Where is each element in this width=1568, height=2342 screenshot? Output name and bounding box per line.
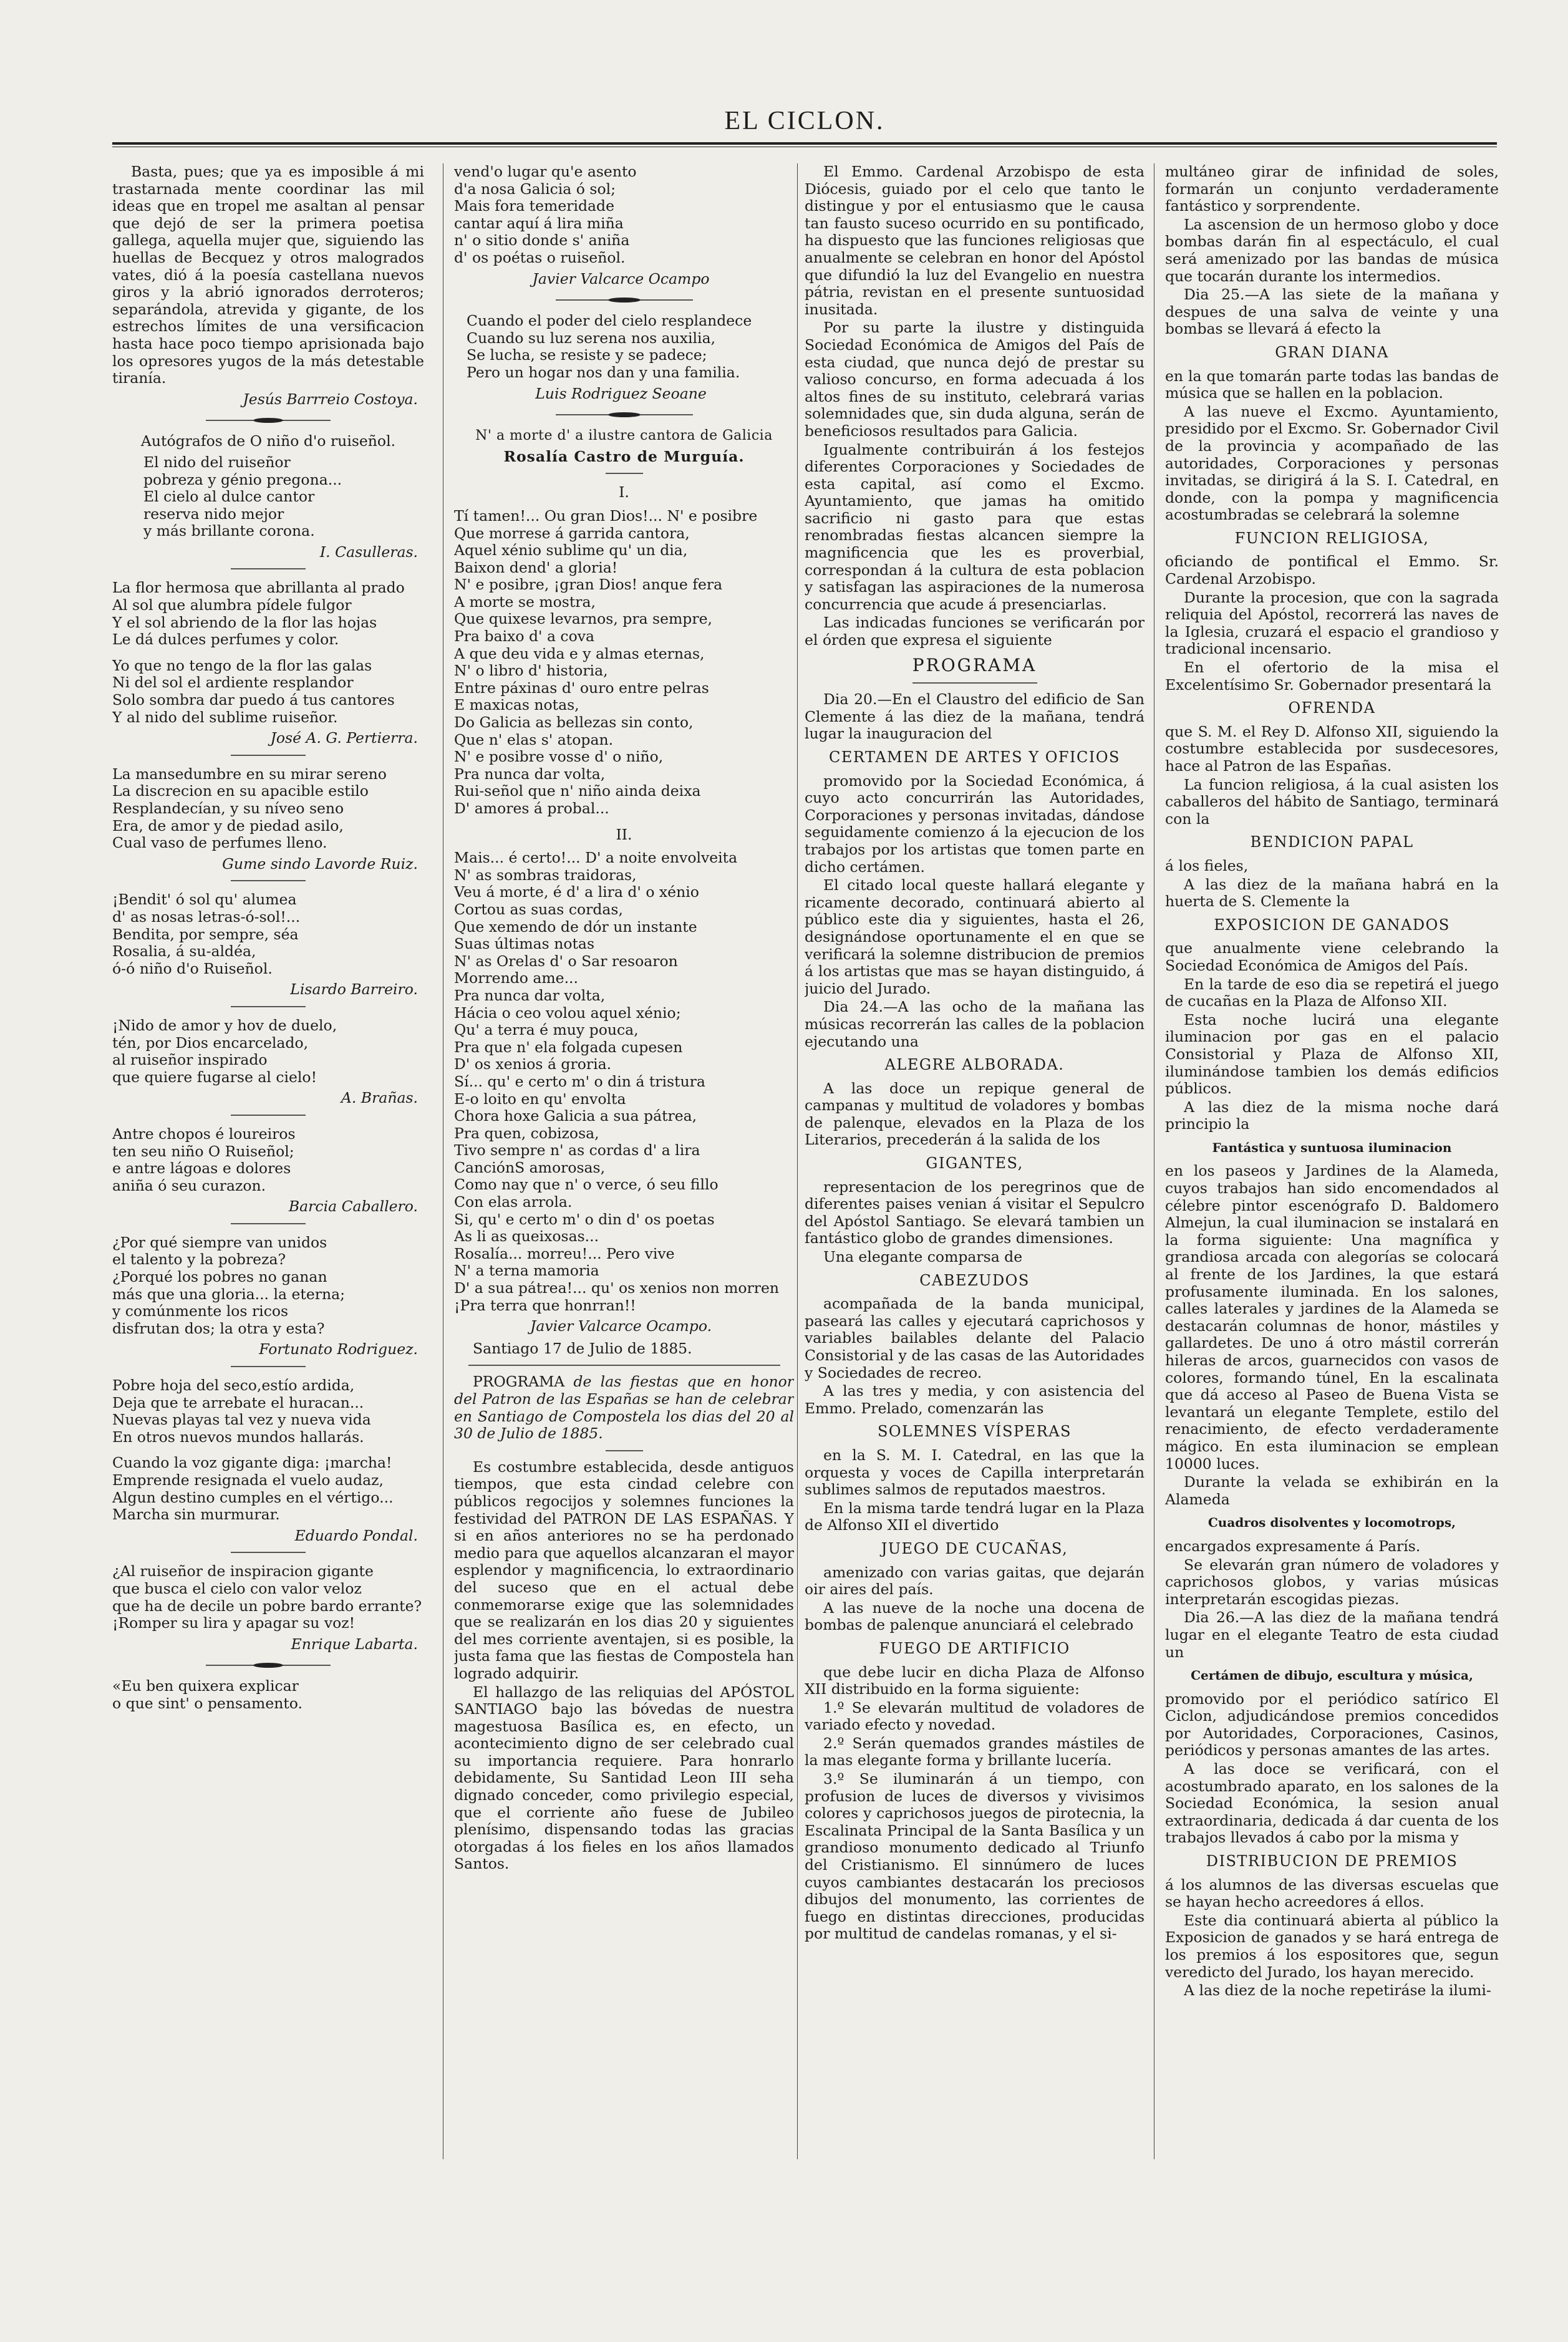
paragraph: Esta noche lucirá una elegante iluminacion por gas en el palacio Consistorial y Plaza de Alfonso XII, iluminándose tambien los demás edificios públicos. — [1165, 1010, 1499, 1098]
paragraph: oficiando de pontifical el Emmo. Sr. Cardenal Arzobispo. — [1165, 553, 1499, 588]
paragraph: Dia 20.—En el Claustro del edificio de San Clemente á las diez de la mañana, tendrá lugar la inauguracion del — [805, 690, 1145, 743]
signature: Eduardo Pondal. — [294, 1526, 418, 1544]
verse: Pobre hoja del seco,estío ardida, Deja que te arrebatе el huracan... Nuevas playas tal vez y nueva vida En otros nuevos mundos hallarás. — [112, 1377, 371, 1446]
signature: Javier Valcarce Ocampo. — [530, 1317, 712, 1335]
section-heading: GIGANTES, — [926, 1154, 1024, 1173]
verse: ¿Al ruiseñor de inspiracion gigante que busca el cielo con valor veloz que ha de decile un pobre bardo errante? ¡Romper su lira y apagar su voz! — [112, 1562, 422, 1632]
verse: ¿Por qué siempre van unidos el talento y la pobreza? ¿Porqué los pobres no ganan más que una gloria... la eterna; y comúnmente los ricos disfrutan dos; la otra y esta? — [112, 1233, 346, 1337]
flourish-divider — [556, 296, 693, 304]
section-heading: SOLEMNES VÍSPERAS — [877, 1423, 1072, 1441]
signature: Fortunato Rodriguez. — [259, 1340, 418, 1358]
column-1 — [112, 163, 424, 2284]
paragraph: A las diez de la misma noche dará principio la — [1165, 1098, 1499, 1133]
signature: Javier Valcarce Ocampo — [532, 269, 710, 288]
section-number: I. — [619, 483, 629, 501]
paragraph: 3.º Se iluminarán á un tiempo, con profusion de luces de diversos y vivisimos colores y caprichosos juegos de pirotecnia, la Escalinata Principal de la Santa Basílica y un grandioso monumento dedicado al Triunfo del Cristianismo. El sinnúmero de luces cuyos cambiantes destacarán los preciosos dibujos del monumento, las corrientes de fuego en distintas direcciones, producidas por multitud de candelas romanas, y el si- — [805, 1770, 1145, 1943]
verse: El nido del ruiseñor pobreza y génio pregona... El cielo al dulce cantor reserva nido mejor y más brillante corona. — [143, 453, 342, 540]
section-heading: DISTRIBUCION DE PREMIOS — [1206, 1852, 1458, 1870]
paragraph: Se elevarán gran número de voladores y caprichosos globos, y varias músicas interpretarán escogidas piezas. — [1165, 1556, 1499, 1608]
verse: Cuando el poder del cielo resplandece Cuando su luz serena nos auxilia, Se lucha, se resiste y se padece; Pero un hogar nos dan y una familia. — [467, 312, 752, 381]
divider — [231, 1365, 306, 1368]
divider — [468, 1363, 780, 1367]
paragraph: A las doce un repique general de campanas y multitud de voladores y bombas de palenque, elevados en la Plaza de los Literarios, precederán á la salida de los — [805, 1079, 1145, 1149]
poem-dedication: N' a morte d' a ilustre cantora de Galicia — [475, 428, 773, 444]
paragraph: Dia 24.—A las ocho de la mañana las músicas recorrerán las calles de la poblacion ejecutando una — [805, 998, 1145, 1050]
paragraph: En el ofertorio de la misa el Excelentísimo Sr. Gobernador presentará la — [1165, 659, 1499, 694]
verse: ¡Nido de amor y hov de duelo, tén, por Dios encarcelado, al ruiseñor inspirado que quiere fugarse al cielo! — [112, 1016, 337, 1086]
verse: Antre chopos é loureiros ten seu niño O Ruiseñol; e antre lágoas e dolores aniña ó seu curazon. — [112, 1125, 296, 1194]
divider — [231, 1005, 306, 1009]
paragraph: A las nueve el Excmo. Ayuntamiento, presidido por el Excmo. Sr. Gobernador Civil de la provincia y acompañado de las autoridades, Corporaciones y personas invitadas, se dirigirá á la S. I. Catedral, en donde, con la pompa y magnificencia acostumbradas se celebrará la solemne — [1165, 402, 1499, 524]
section-heading: GRAN DIANA — [1275, 343, 1389, 361]
paragraph: El citado local queste hallará elegante y ricamente decorado, continuará abierto al público este dia y siguientes, hasta el 26, designándose oportunamente el en que se verificará la solemne distribucion de premios á los artistas que mas se hayan distinguido, á juicio del Jurado. — [805, 876, 1145, 997]
paragraph: Dia 26.—A las diez de la mañana tendrá lugar en el elegante Teatro de esta ciudad un — [1165, 1609, 1499, 1661]
signature: Luis Rodriguez Seoane — [535, 384, 707, 402]
signature: Barcia Caballero. — [288, 1198, 418, 1216]
paragraph: Una elegante comparsa de — [823, 1248, 1023, 1266]
paragraph: La funcion religiosa, á la cual asisten los caballeros del hábito de Santiago, terminará con la — [1165, 775, 1499, 828]
divider — [606, 472, 643, 475]
paragraph: promovido por el periódico satírico El Ciclon, adjudicándose premios concedidos por Autoridades, Corporaciones, Casinos, periódicos y personas amantes de las artes. — [1165, 1690, 1499, 1759]
divider — [231, 1222, 306, 1226]
paragraph: Dia 25.—A las siete de la mañana y despues de una salva de veinte y una bombas se llevará á efecto la — [1165, 286, 1499, 338]
flourish-divider — [206, 417, 331, 424]
paragraph: 2.º Serán quemados grandes mástiles de la mas elegante forma y brillante lucería. — [805, 1734, 1145, 1769]
paragraph: que anualmente viene celebrando la Sociedad Económica de Amigos del País. — [1165, 939, 1499, 974]
paragraph: El hallazgo de las reliquias del APÓSTOL SANTIAGO bajo las bóvedas de nuestra magestuosa Basílica es, en efecto, un acontecimiento digno de ser celebrado cual su importancia requiere. Para honrarlo debidamente, Su Santidad Leon III seha dignado conceder, como privilegio especial, que el corriente año fuese de Jubileo plenísimo, dispensando todas las gracias otorgadas á los fieles en los años llamados Santos. — [454, 1683, 794, 1873]
masthead-rule — [112, 142, 1497, 147]
verse: La mansedumbre en su mirar sereno La discrecion en su apacible estilo Resplandecían, y su níveo seno Era, de amor y de piedad asilo, Cual vaso de perfumes lleno. — [112, 765, 387, 852]
section-heading: EXPOSICION DE GANADOS — [1214, 916, 1450, 934]
paragraph: Este dia continuará abierta al público la Exposicion de ganados y se hará entrega de los premios á los espositores que, segun veredicto del Jurado, los hayan merecido. — [1165, 1911, 1499, 1981]
section-number: II. — [616, 825, 632, 843]
paragraph: á los alumnos de las diversas escuelas que se hayan hecho acreedores á ellos. — [1165, 1875, 1499, 1911]
paragraph: Igualmente contribuirán á los festejos diferentes Corporaciones y Sociedades de esta capital, así como el Excmo. Ayuntamiento, que jamas ha omitido sacrificio ni gasto para que estas renombradas fiestas alcancen siempre la magnificencia que les es proverbial, correspondan á la cultura de esta poblacion y satisfagan las aspiraciones de la numerosa concurrencia que acude á presenciarlas. — [805, 440, 1145, 613]
signature: Jesús Barrreio Costoya. — [243, 390, 418, 408]
divider — [231, 567, 306, 571]
divider — [231, 1551, 306, 1554]
divider — [606, 1449, 643, 1453]
section-heading: PROGRAMA — [912, 654, 1037, 675]
paragraph: promovido por la Sociedad Económica, á cuyo acto concurrirán las Autoridades, Corporaciones y personas invitadas, dándose seguidamente comienzo á la ejecucion de los trabajos por los artistas que tomen parte en dicho certámen. — [805, 772, 1145, 876]
program-title: PROGRAMA — [473, 1373, 565, 1391]
paragraph: A las nueve de la noche una docena de bombas de palenque anunciará el celebrado — [805, 1599, 1145, 1634]
paragraph: En la tarde de eso dia se repetirá el juego de cucañas en la Plaza de Alfonso XII. — [1165, 975, 1499, 1010]
paragraph: en la S. M. I. Catedral, en las que la orquesta y voces de Capilla interpretarán sublimes salmos de reputados maestros. — [805, 1446, 1145, 1499]
section-heading: Autógrafos de O niño d'o ruiseñol. — [140, 432, 396, 450]
section-heading: OFRENDA — [1288, 699, 1376, 717]
signature: Enrique Labarta. — [291, 1635, 418, 1653]
column-3 — [805, 163, 1145, 2284]
divider — [231, 879, 306, 883]
paragraph: en los paseos y Jardines de la Alameda, cuyos trabajos han sido encomendados al célebre pintor escenógrafo D. Baldomero Almejun, la cual iluminacion se instalará en la forma siguiente: Una magnífica y grandiosa arcada con alegorías se colocará al frente de los Jardines, la que estará profusamente iluminada. En los salones, calles laterales y jardines de la Alameda se destacarán columnas de honor, mástiles y gallardetes. De uno á otro mástil correrán hileras de arcos, guarnecidos con vasos de colores, formando túnel, En la escalinata que dá acceso al Paseo de Buena Vista se levantará un elegante Templete, estilo del renacimiento, de efecto verdaderamente mágico. En esta iluminacion se emplean 10000 luces. — [1165, 1162, 1499, 1473]
section-heading: BENDICION PAPAL — [1250, 833, 1414, 851]
paragraph: Es costumbre establecida, desde antiguos tiempos, que esta cindad celebre con públicos regocijos y solemnes funciones la festividad del PATRON DE LAS ESPAÑAS. Y si en años anteriores no se ha perdonado medio para que aquellos alcanzaran el mayor esplendor y magnificencia, lo extraordinario del suceso que en el actual debe conmemorarse exige que las solemnidades que se realizarán en los dias 20 y siguientes del mes corriente aventajen, si es posible, la justa fama que las fiestas de Compostela han logrado adquirir. — [454, 1458, 794, 1682]
divider — [912, 681, 1037, 685]
dateline: Santiago 17 de Julio de 1885. — [473, 1339, 692, 1357]
divider — [231, 1113, 306, 1117]
paragraph: A las diez de la mañana habrá en la huerta de S. Clemente la — [1165, 875, 1499, 911]
paragraph: que debe lucir en dicha Plaza de Alfonso XII distribuido en la forma siguiente: — [805, 1663, 1145, 1698]
verse: Mais... é certo!... D' a noite envolveita N' as sombras traidoras, Veu á morte, é d' a lira d' o xénio Cortou as suas cordas, Que xemendo de dór un instante Suas últimas notas N' as Orelas d' o Sar resoaron Morrendo ame... Pra nunca dar volta, Hácia o ceo volou aquel xénio; Qu' a terra é muy pouca, Pra que n' ela folgada cupesen D' os xenios á groria. Sí... qu' e certo m' o din á tristura E-o loito en qu' envolta Chora hoxe Galicia a sua pátrea, Pra quen, cobizosa, Tivo sempre n' as cordas d' a lira CanciónS amorosas, Como nay que n' o verce, ó seu fillo Con elas arrola. Si, qu' e certo m' o din d' os poetas As li as queixosas... Rosalía... morreu!... Pero vive N' a terna mamoria D' a sua pátrea!... qu' os xenios non morren ¡Pra terra que honrran!! — [454, 849, 780, 1314]
verse: Tí tamen!... Ou gran Dios!... N' e posibre Que morrese á garrida cantora, Aquel xénio sublime qu' un dia, Baixon dend' a gloria! N' e posibre, ¡gran Dios! anque fera A morte se mostra, Que quixese levarnos, pra sempre, Pra baixo d' a cova A que deu vida e y almas eternas, N' o libro d' historia, Entre páxinas d' ouro entre pelras E maxicas notas, Do Galicia as bellezas sin conto, Que n' elas s' atopan. N' e posibre vosse d' o niño, Pra nunca dar volta, Rui-señol que n' niño ainda deixa D' amores á probal... — [454, 506, 758, 817]
paragraph: A las doce se verificará, con el acostumbrado aparato, en los salones de la Sociedad Económica, la sesion anual extraordinaria, dedicada á dar cuenta de los trabajos llevados á cabo por la misma y — [1165, 1760, 1499, 1847]
paragraph: á los fieles, — [1165, 856, 1249, 874]
section-heading: JUEGO DE CUCAÑAS, — [881, 1539, 1068, 1557]
column-divider — [797, 163, 798, 2159]
paragraph: encargados expresamente á París. — [1165, 1537, 1421, 1555]
paragraph: que S. M. el Rey D. Alfonso XII, siguiendo la costumbre establecida por susdecesores, hace al Patron de las Españas. — [1165, 722, 1499, 775]
verse: ¡Bendit' ó sol qu' alumea d' as nosas letras-ó-sol!... Bendita, por sempre, séa Rosalia, á su-aldéa, ó-ó niño d'o Ruiseñol. — [112, 891, 301, 977]
column-2 — [454, 163, 794, 2284]
verse: La flor hermosa que abrillanta al prado Al sol que alumbra pídele fulgor Y el sol abriendo de la flor las hojas Le dá dulces perfumes y color. — [112, 579, 405, 649]
signature: Lisardo Barreiro. — [290, 980, 418, 999]
paragraph: acompañada de la banda municipal, paseará las calles y ejecutará caprichosos y variables bailables delante del Palacio Consistorial y de las casas de las Autoridades y Sociedades de recreo. — [805, 1295, 1145, 1381]
section-heading: FUNCION RELIGIOSA, — [1234, 529, 1430, 547]
flourish-divider — [206, 1662, 331, 1669]
paragraph: Durante la procesion, que con la sagrada reliquia del Apóstol, recorrerá las naves de la Iglesia, cruzará el espacio el grandioso y tradicional incensario. — [1165, 588, 1499, 658]
signature: A. Brañas. — [341, 1089, 418, 1107]
paragraph: en la que tomarán parte todas las bandas de música que se hallen en la poblacion. — [1165, 367, 1499, 402]
paragraph: En la misma tarde tendrá lugar en la Plaza de Alfonso XII el divertido — [805, 1499, 1145, 1534]
paragraph: representacion de los peregrinos que de diferentes paises venian á visitar el Sepulcro del Apóstol Santiago. Se elevará tambien un fantástico globo de grandes dimensiones. — [805, 1178, 1145, 1247]
verse: Yo que no tengo de la flor las galas Ni del sol el ardiente resplandor Solo sombra dar puedo á tus cantores Y al nido del sublime ruiseñor. — [112, 656, 395, 726]
paragraph: Basta, pues; que ya es imposible á mi trastarnada mente coordinar las mil ideas que en tropel me asaltan al pensar que dejó de ser la primera poetisa gallega, aquella mujer que, siguiendo las huellas de Becquez y otros malogrados vates, dió á la poesía castellana nuevos giros y la abrió ignorados derroteros; separándola, atrevida y gigante, de los estrechos límites de una versificacion hasta hace poco tiempo aprisionada bajo los opresores yugos de la más detestable tiranía. — [112, 163, 424, 387]
paragraph: La ascension de un hermoso globo y doce bombas darán fin al espectáculo, el cual será amenizado por las bandas de música que tocarán durante los intermedios. — [1165, 215, 1499, 285]
program-subtitle: de las fiestas que en honor del Patron de las Españas se han de celebrar en Santiago de Compostela los dias del 20 al 30 de Julio de 1885. — [454, 1373, 794, 1443]
divider — [231, 753, 306, 757]
section-heading: ALEGRE ALBORADA. — [884, 1056, 1065, 1074]
paragraph: A las tres y media, y con asistencia del Emmo. Prelado, comenzarán las — [805, 1382, 1145, 1417]
paragraph: amenizado con varias gaitas, que dejarán oir aires del país. — [805, 1563, 1145, 1599]
verse: vend'o lugar qu'e asento d'a nosa Galicia ó sol; Mais fora temeridade cantar aquí á lira miña n' o sitio donde s' aniña d' os poétas o ruiseñol. — [454, 163, 637, 266]
flourish-divider — [556, 411, 693, 419]
column-4 — [1165, 163, 1499, 2284]
section-heading: CERTAMEN DE ARTES Y OFICIOS — [829, 748, 1120, 766]
signature: José A. G. Pertierra. — [270, 729, 418, 747]
verse: «Eu ben quixera explicar o que sint' o pensamento. — [112, 1677, 303, 1712]
section-heading: Fantástica y suntuosa iluminacion — [1212, 1140, 1452, 1155]
newspaper-title: EL CICLON. — [724, 107, 885, 135]
signature: I. Casulleras. — [319, 543, 418, 561]
masthead — [112, 106, 1497, 150]
poem-title: Rosalía Castro de Murguía. — [503, 447, 745, 465]
section-heading: Certámen de dibujo, escultura y música, — [1191, 1668, 1473, 1683]
paragraph: A las diez de la noche repetiráse la ilumi- — [1184, 1982, 1491, 2000]
paragraph: Durante la velada se exhibirán en la Alameda — [1165, 1473, 1499, 1508]
signature: Gume sindo Lavorde Ruiz. — [222, 854, 418, 873]
paragraph: 1.º Se elevarán multitud de voladores de variado efecto y novedad. — [805, 1698, 1145, 1734]
section-heading: FUEGO DE ARTIFICIO — [879, 1639, 1070, 1657]
paragraph: El Emmo. Cardenal Arzobispo de esta Diócesis, guiado por el celo que tanto le distingue y por el entusiasmo que le causa tan fausto suceso ocurrido en su pontificado, ha dispuesto que las funciones religiosas que anualmente se celebran en honor del Apóstol que difundió la luz del Evangelio en nuestra pátria, revistan en el presente suntuosidad inusitada. — [805, 163, 1145, 318]
verse: Cuando la voz gigante diga: ¡marcha! Emprende resignada el vuelo audaz, Algun destino cumples en el vértigo... Marcha sin murmurar. — [112, 1454, 394, 1524]
section-heading: Cuadros disolventes y locomotrops, — [1207, 1515, 1456, 1531]
section-heading: CABEZUDOS — [919, 1271, 1030, 1289]
paragraph: Por su parte la ilustre y distinguida Sociedad Económica de Amigos del País de esta ciudad, que nunca dejó de prestar su valioso concurso, en forma adecuada á los altos fines de su instituto, celebrará varias solemnidades que, sin duda alguna, serán de beneficiosos resultados para Galicia. — [805, 319, 1145, 440]
paragraph: multáneo girar de infinidad de soles, formarán un conjunto verdaderamente fantástico y sorprendente. — [1165, 163, 1499, 215]
paragraph: Las indicadas funciones se verificarán por el órden que expresa el siguiente — [805, 614, 1145, 649]
